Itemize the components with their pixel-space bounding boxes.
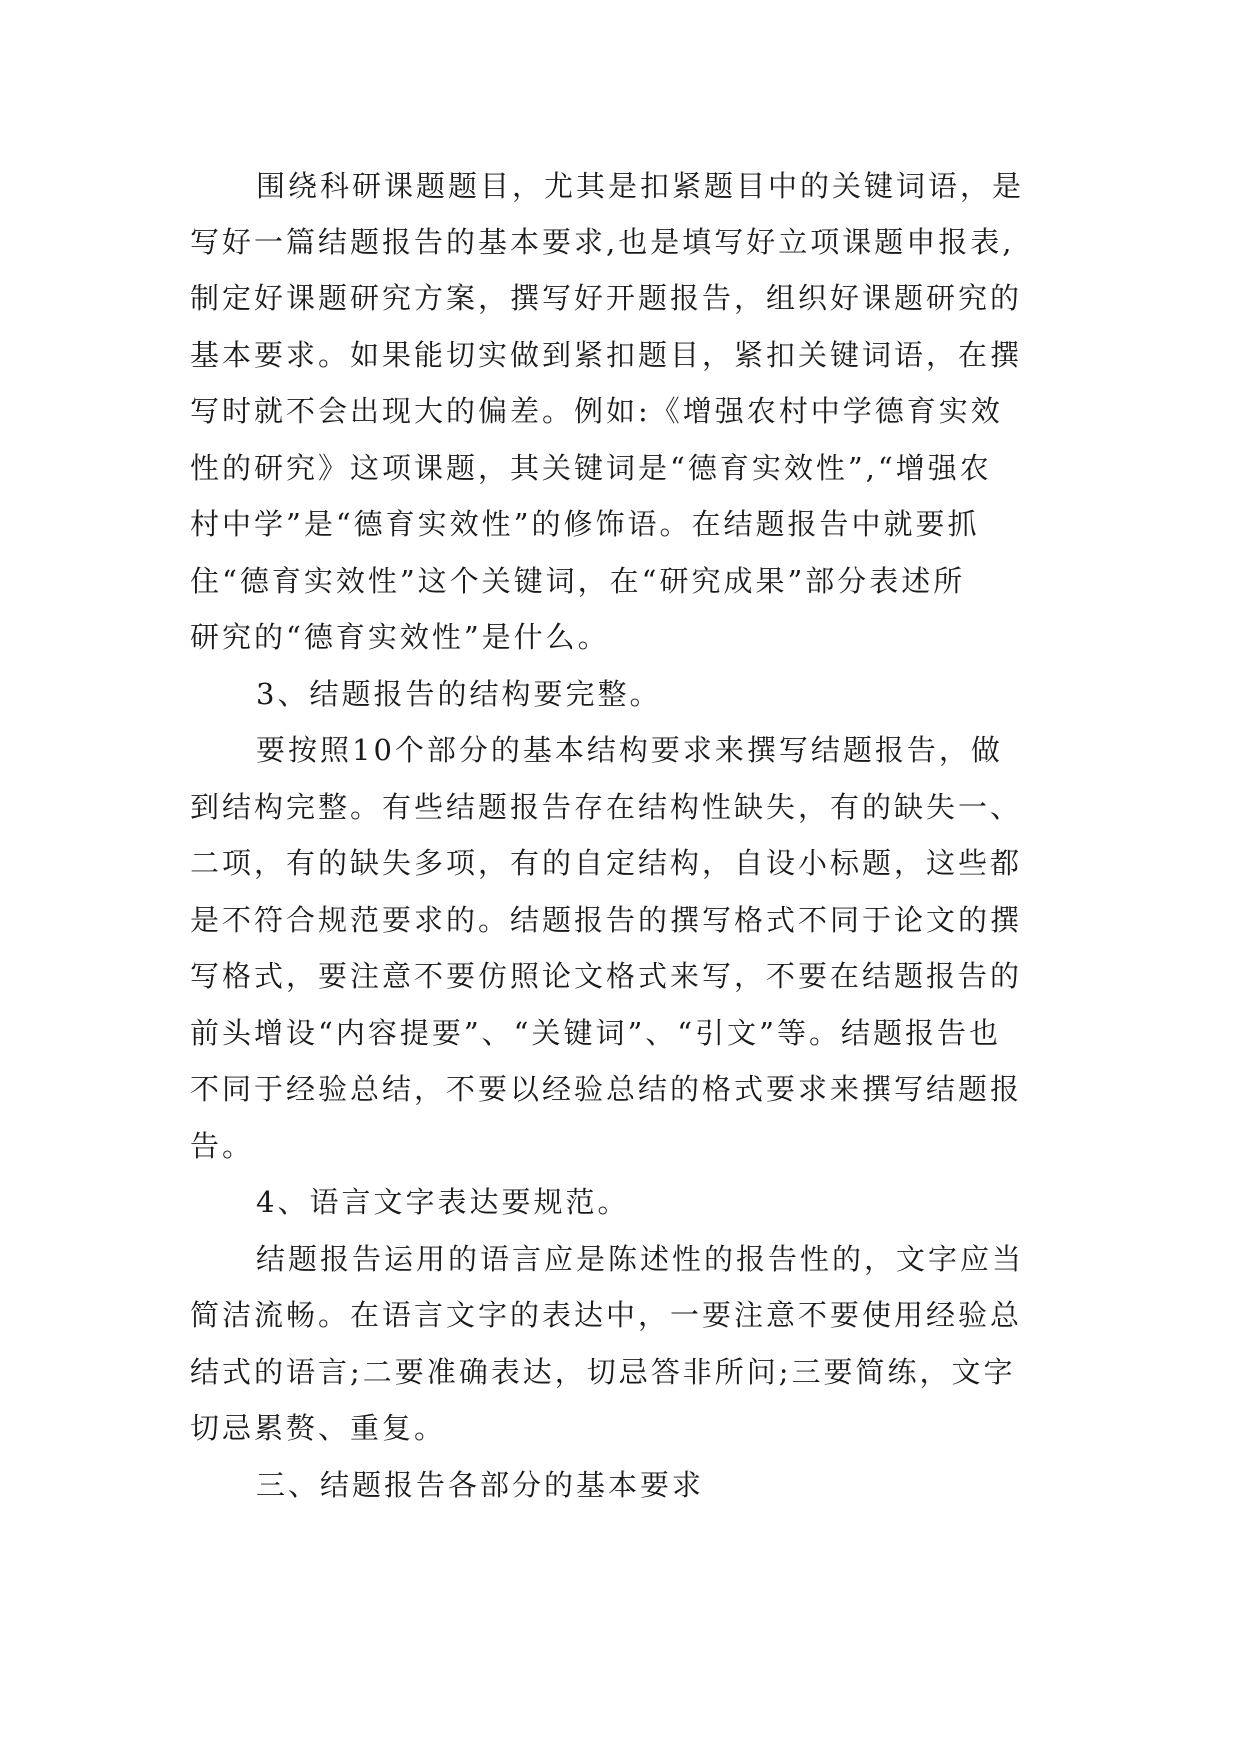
paragraph-line: 是不符合规范要求的。结题报告的撰写格式不同于论文的撰 (190, 903, 1023, 937)
paragraph-line: 写格式，要注意不要仿照论文格式来写，不要在结题报告的 (190, 959, 1023, 993)
paragraph-line: 写好一篇结题报告的基本要求,也是填写好立项课题申报表, (190, 225, 1015, 259)
paragraph-line: 制定好课题研究方案，撰写好开题报告，组织好课题研究的 (190, 281, 1023, 315)
paragraph-line: 研究的“德育实效性”是什么。 (190, 620, 610, 654)
paragraph-line: 结题报告运用的语言应是陈述性的报告性的，文字应当 (256, 1242, 1025, 1276)
paragraph-line: 不同于经验总结，不要以经验总结的格式要求来撰写结题报 (190, 1072, 1023, 1106)
section-heading: 三、结题报告各部分的基本要求 (256, 1468, 705, 1502)
paragraph-line: 到结构完整。有些结题报告存在结构性缺失，有的缺失一、 (190, 790, 1023, 824)
paragraph-line: 结式的语言;二要准确表达，切忌答非所问;三要简练，文字 (190, 1355, 1016, 1389)
paragraph-line: 切忌累赘、重复。 (190, 1411, 447, 1445)
paragraph-line: 告。 (190, 1129, 255, 1163)
paragraph-line: 住“德育实效性”这个关键词，在“研究成果”部分表述所 (190, 564, 966, 598)
section-heading: 3、结题报告的结构要完整。 (256, 677, 662, 711)
paragraph-line: 基本要求。如果能切实做到紧扣题目，紧扣关键词语，在撰 (190, 338, 1023, 372)
paragraph-line: 要按照10个部分的基本结构要求来撰写结题报告，做 (256, 733, 1003, 767)
paragraph-line: 简洁流畅。在语言文字的表达中，一要注意不要使用经验总 (190, 1298, 1023, 1332)
paragraph-line: 围绕科研课题题目，尤其是扣紧题目中的关键词语，是 (256, 169, 1025, 203)
paragraph-line: 二项，有的缺失多项，有的自定结构，自设小标题，这些都 (190, 846, 1023, 880)
paragraph-line: 前头增设“内容提要”、“关键词”、“引文”等。结题报告也 (190, 1016, 1001, 1050)
paragraph-line: 写时就不会出现大的偏差。例如:《增强农村中学德育实效 (190, 394, 1003, 428)
paragraph-line: 村中学”是“德育实效性”的修饰语。在结题报告中就要抓 (190, 507, 980, 541)
paragraph-line: 性的研究》这项课题，其关键词是“德育实效性”,“增强农 (190, 451, 992, 485)
section-heading: 4、语言文字表达要规范。 (256, 1185, 630, 1219)
